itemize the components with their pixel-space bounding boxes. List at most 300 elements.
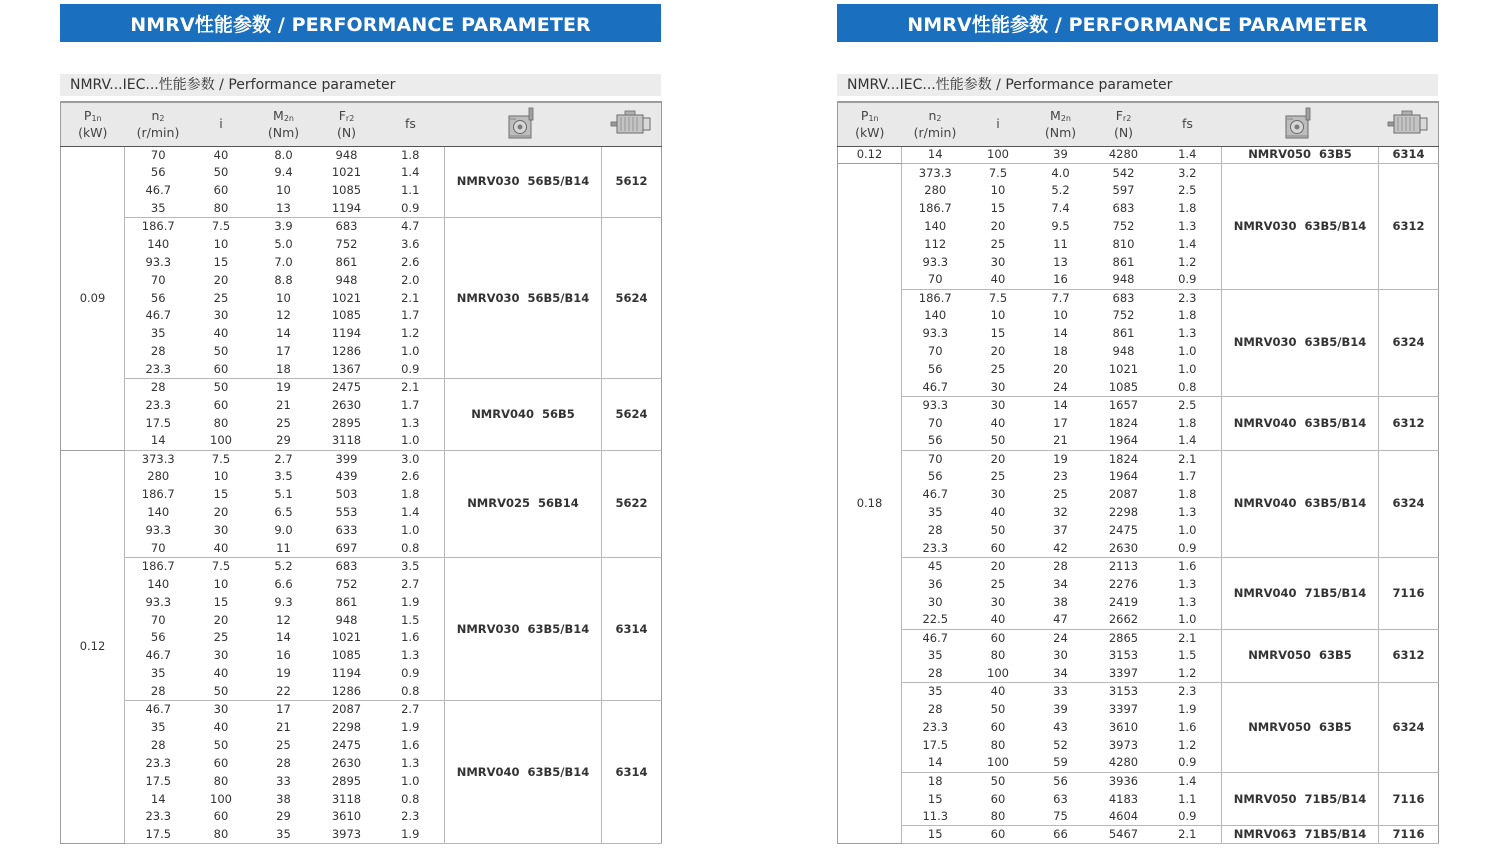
cell-torque: 39 xyxy=(1028,146,1094,164)
cell-output-speed: 22.5 xyxy=(902,611,969,629)
cell-ratio: 30 xyxy=(990,594,1006,609)
cell-ratio: 40 xyxy=(969,271,1028,289)
cell-output-speed: 23.3 xyxy=(145,809,172,824)
cell-ratio: 30 xyxy=(213,648,229,663)
cell-torque: 7.0 xyxy=(274,254,293,269)
cell-radial-load: 810 xyxy=(1112,236,1135,251)
motor-type-cell: 7116 xyxy=(1379,772,1439,826)
gearbox-icon xyxy=(1283,106,1313,142)
cell-torque: 9.0 xyxy=(274,523,293,538)
cell-output-speed: 11.3 xyxy=(902,808,969,826)
cell-radial-load: 752 xyxy=(1112,219,1135,233)
cell-torque: 13 xyxy=(1053,254,1068,269)
cell-service-factor: 1.9 xyxy=(401,594,420,609)
cell-output-speed: 35 xyxy=(927,684,943,699)
cell-radial-load: 1021 xyxy=(331,165,362,180)
cell-radial-load: 861 xyxy=(335,594,358,609)
cell-service-factor: 1.9 xyxy=(1178,702,1197,717)
cell-ratio: 50 xyxy=(213,737,229,752)
cell-service-factor: 3.2 xyxy=(1178,165,1197,180)
cell-radial-load: 1021 xyxy=(331,630,362,645)
cell-output-speed: 70 xyxy=(927,451,943,466)
motor-icon xyxy=(609,109,653,139)
header-output-speed: $n_2$ (r/min) xyxy=(902,102,969,146)
panel-banner: NMRV性能参数 / PERFORMANCE PARAMETER xyxy=(837,4,1438,42)
cell-ratio: 100 xyxy=(210,791,232,806)
cell-radial-load: 1194 xyxy=(317,200,377,218)
cell-radial-load: 2419 xyxy=(1108,594,1139,609)
cell-ratio: 60 xyxy=(213,183,229,198)
cell-service-factor: 0.9 xyxy=(1154,754,1222,772)
cell-radial-load: 2662 xyxy=(1094,611,1154,629)
cell-radial-load: 1964 xyxy=(1108,469,1139,484)
cell-radial-load: 2276 xyxy=(1108,576,1139,591)
cell-output-speed: 46.7 xyxy=(145,702,172,717)
header-row xyxy=(838,102,1439,146)
cell-ratio: 50 xyxy=(990,702,1006,717)
cell-ratio: 60 xyxy=(990,719,1006,734)
motor-type-cell: 6312 xyxy=(1379,396,1439,450)
cell-service-factor: 1.4 xyxy=(1154,146,1222,164)
cell-service-factor: 1.7 xyxy=(401,397,420,412)
cell-radial-load: 1824 xyxy=(1108,451,1139,466)
cell-radial-load: 2630 xyxy=(1094,540,1154,558)
cell-torque: 19 xyxy=(1053,451,1068,466)
cell-torque: 20 xyxy=(1053,362,1068,377)
cell-service-factor: 1.3 xyxy=(1178,326,1197,341)
cell-torque: 4.0 xyxy=(1051,165,1070,180)
performance-table xyxy=(837,101,1439,844)
cell-torque: 33 xyxy=(1053,684,1068,699)
cell-radial-load: 1085 xyxy=(331,648,362,663)
cell-radial-load: 752 xyxy=(335,576,358,591)
cell-radial-load: 503 xyxy=(335,487,358,502)
cell-radial-load: 633 xyxy=(335,523,358,538)
table-row xyxy=(838,557,1439,575)
cell-ratio: 60 xyxy=(213,397,229,412)
cell-service-factor: 0.8 xyxy=(401,791,420,806)
cell-radial-load: 1021 xyxy=(1108,362,1139,377)
cell-ratio: 7.5 xyxy=(211,219,231,234)
header-gearbox xyxy=(445,102,602,146)
cell-service-factor: 1.4 xyxy=(1178,773,1197,788)
cell-radial-load: 4280 xyxy=(1094,146,1154,164)
cell-ratio: 25 xyxy=(990,576,1006,591)
cell-radial-load: 399 xyxy=(335,451,358,466)
cell-service-factor: 0.9 xyxy=(1154,540,1222,558)
panel-subtitle: NMRV...IEC...性能参数 / Performance parameter xyxy=(837,74,1438,96)
cell-output-speed: 140 xyxy=(147,236,170,251)
cell-torque: 12 xyxy=(276,308,291,323)
cell-radial-load: 683 xyxy=(335,559,358,574)
cell-radial-load: 3118 xyxy=(331,791,362,806)
cell-service-factor: 2.5 xyxy=(1178,398,1197,413)
cell-service-factor: 1.6 xyxy=(1178,559,1197,574)
cell-service-factor: 0.9 xyxy=(1154,271,1222,289)
cell-output-speed: 28 xyxy=(150,344,166,359)
cell-service-factor: 1.4 xyxy=(1154,432,1222,450)
cell-radial-load: 948 xyxy=(1112,344,1135,359)
cell-radial-load: 2865 xyxy=(1108,630,1139,645)
gearbox-model-cell: NMRV030 56B5/B14 xyxy=(445,218,602,379)
cell-service-factor: 2.1 xyxy=(1154,826,1222,844)
cell-radial-load: 3973 xyxy=(1108,737,1139,752)
cell-output-speed: 186.7 xyxy=(918,290,952,305)
cell-radial-load: 948 xyxy=(335,272,358,287)
table-row xyxy=(838,629,1439,647)
cell-service-factor: 1.7 xyxy=(401,308,420,323)
cell-ratio: 100 xyxy=(969,665,1028,683)
cell-torque: 9.3 xyxy=(274,594,293,609)
cell-service-factor: 1.2 xyxy=(1178,254,1197,269)
power-cell: 0.12 xyxy=(61,450,125,844)
cell-ratio: 80 xyxy=(192,200,251,218)
gearbox-model-cell: NMRV030 63B5/B14 xyxy=(1222,164,1379,289)
cell-ratio: 30 xyxy=(213,523,229,538)
cell-output-speed: 30 xyxy=(927,594,943,609)
cell-torque: 32 xyxy=(1053,505,1068,520)
cell-service-factor: 1.6 xyxy=(1178,719,1197,734)
cell-output-speed: 14 xyxy=(902,146,969,164)
cell-output-speed: 28 xyxy=(150,737,166,752)
cell-radial-load: 683 xyxy=(1112,290,1135,305)
header-service-factor: fs xyxy=(377,102,445,146)
cell-output-speed: 35 xyxy=(150,326,166,341)
cell-service-factor: 1.5 xyxy=(401,612,420,627)
cell-service-factor: 1.2 xyxy=(401,326,420,341)
gearbox-model-cell: NMRV050 71B5/B14 xyxy=(1222,772,1379,826)
cell-radial-load: 697 xyxy=(317,540,377,558)
cell-output-speed: 36 xyxy=(927,576,943,591)
cell-radial-load: 3153 xyxy=(1108,684,1139,699)
table-body xyxy=(61,146,662,844)
cell-torque: 13 xyxy=(251,200,317,218)
cell-ratio: 40 xyxy=(213,719,229,734)
cell-service-factor: 1.2 xyxy=(1154,665,1222,683)
cell-ratio: 100 xyxy=(969,754,1028,772)
cell-ratio: 15 xyxy=(213,594,229,609)
cell-ratio: 50 xyxy=(213,165,229,180)
header-ratio: i xyxy=(192,102,251,146)
panel-subtitle: NMRV...IEC...性能参数 / Performance parameter xyxy=(60,74,661,96)
header-gearbox xyxy=(1222,102,1379,146)
table-row xyxy=(61,450,662,468)
table-row xyxy=(838,396,1439,414)
cell-torque: 21 xyxy=(276,719,291,734)
cell-output-speed: 56 xyxy=(902,432,969,450)
cell-output-speed: 28 xyxy=(902,665,969,683)
cell-torque: 19 xyxy=(276,666,291,681)
cell-service-factor: 1.8 xyxy=(1178,201,1197,216)
cell-ratio: 7.5 xyxy=(211,559,231,574)
cell-radial-load: 542 xyxy=(1112,165,1135,180)
cell-output-speed: 140 xyxy=(924,308,947,323)
cell-service-factor: 2.3 xyxy=(1178,684,1197,699)
cell-ratio: 15 xyxy=(213,487,229,502)
cell-ratio: 25 xyxy=(990,236,1006,251)
cell-ratio: 50 xyxy=(969,432,1028,450)
cell-radial-load: 2087 xyxy=(1108,487,1139,502)
cell-torque: 23 xyxy=(1053,469,1068,484)
cell-ratio: 10 xyxy=(990,308,1006,323)
cell-ratio: 30 xyxy=(213,702,229,717)
cell-torque: 2.7 xyxy=(274,451,293,466)
cell-service-factor: 3.0 xyxy=(401,451,420,466)
cell-service-factor: 0.9 xyxy=(401,666,420,681)
cell-torque: 14 xyxy=(276,630,291,645)
motor-type-cell: 6312 xyxy=(1379,629,1439,683)
cell-torque: 18 xyxy=(251,361,317,379)
cell-torque: 66 xyxy=(1028,826,1094,844)
cell-ratio: 10 xyxy=(213,236,229,251)
cell-output-speed: 140 xyxy=(147,505,170,520)
header-motor xyxy=(1379,102,1439,146)
motor-icon xyxy=(1386,109,1430,139)
cell-output-speed: 23.3 xyxy=(145,755,172,770)
cell-ratio: 15 xyxy=(990,201,1006,216)
cell-radial-load: 597 xyxy=(1112,183,1135,198)
cell-torque: 3.9 xyxy=(274,219,293,234)
cell-ratio: 40 xyxy=(990,505,1006,520)
header-torque: $M_{2n}$ (Nm) xyxy=(251,102,317,146)
cell-service-factor: 1.4 xyxy=(1178,236,1197,251)
cell-torque: 29 xyxy=(251,432,317,450)
cell-output-speed: 70 xyxy=(125,540,192,558)
cell-output-speed: 93.3 xyxy=(922,254,949,269)
cell-output-speed: 35 xyxy=(150,719,166,734)
gearbox-model-cell: NMRV025 56B14 xyxy=(445,450,602,557)
cell-output-speed: 46.7 xyxy=(922,487,949,502)
cell-torque: 7.4 xyxy=(1051,201,1070,216)
cell-ratio: 10 xyxy=(990,183,1006,198)
cell-output-speed: 56 xyxy=(927,362,943,377)
cell-radial-load: 2475 xyxy=(331,737,362,752)
cell-service-factor: 1.3 xyxy=(401,415,420,430)
motor-type-cell: 6312 xyxy=(1379,164,1439,289)
cell-output-speed: 18 xyxy=(927,773,943,788)
cell-torque: 22 xyxy=(251,683,317,701)
cell-radial-load: 3936 xyxy=(1108,773,1139,788)
cell-radial-load: 1824 xyxy=(1108,415,1139,430)
cell-ratio: 15 xyxy=(990,326,1006,341)
cell-torque: 21 xyxy=(276,397,291,412)
cell-ratio: 20 xyxy=(213,272,229,287)
cell-torque: 34 xyxy=(1053,576,1068,591)
cell-radial-load: 1657 xyxy=(1108,398,1139,413)
cell-output-speed: 45 xyxy=(927,559,943,574)
cell-ratio: 20 xyxy=(990,219,1006,233)
cell-service-factor: 1.8 xyxy=(401,147,420,162)
cell-output-speed: 35 xyxy=(927,648,943,663)
table-row xyxy=(838,450,1439,468)
cell-output-speed: 46.7 xyxy=(145,183,172,198)
cell-torque: 16 xyxy=(1028,271,1094,289)
cell-service-factor: 1.0 xyxy=(1154,611,1222,629)
cell-radial-load: 3153 xyxy=(1108,648,1139,663)
motor-type-cell: 6324 xyxy=(1379,683,1439,772)
cell-radial-load: 1286 xyxy=(331,344,362,359)
cell-service-factor: 2.1 xyxy=(1178,630,1197,645)
cell-ratio: 30 xyxy=(213,308,229,323)
cell-output-speed: 70 xyxy=(927,415,943,430)
cell-service-factor: 1.3 xyxy=(401,755,420,770)
cell-output-speed: 15 xyxy=(902,826,969,844)
cell-ratio: 30 xyxy=(990,487,1006,502)
cell-service-factor: 2.6 xyxy=(401,254,420,269)
cell-output-speed: 14 xyxy=(902,754,969,772)
cell-radial-load: 4604 xyxy=(1094,808,1154,826)
cell-radial-load: 948 xyxy=(335,612,358,627)
cell-torque: 5.2 xyxy=(1051,183,1070,198)
cell-ratio: 40 xyxy=(990,415,1006,430)
gearbox-model-cell: NMRV030 63B5/B14 xyxy=(445,557,602,700)
cell-ratio: 25 xyxy=(213,290,229,305)
cell-service-factor: 1.3 xyxy=(401,648,420,663)
motor-type-cell: 6324 xyxy=(1379,450,1439,557)
gearbox-icon xyxy=(506,106,536,142)
table-body xyxy=(838,146,1439,844)
cell-output-speed: 28 xyxy=(150,380,166,395)
cell-torque: 37 xyxy=(1053,523,1068,538)
cell-torque: 17 xyxy=(276,702,291,717)
power-cell: 0.12 xyxy=(838,146,902,164)
gearbox-model-cell: NMRV030 63B5/B14 xyxy=(1222,289,1379,396)
cell-ratio: 60 xyxy=(213,809,229,824)
cell-torque: 24 xyxy=(1028,379,1094,397)
cell-ratio: 25 xyxy=(990,362,1006,377)
cell-radial-load: 2298 xyxy=(331,719,362,734)
cell-radial-load: 2298 xyxy=(1108,505,1139,520)
cell-torque: 3.5 xyxy=(274,469,293,484)
gearbox-model-cell: NMRV050 63B5 xyxy=(1222,683,1379,772)
cell-radial-load: 3397 xyxy=(1094,665,1154,683)
header-service-factor: fs xyxy=(1154,102,1222,146)
cell-ratio: 80 xyxy=(213,773,229,788)
cell-service-factor: 3.6 xyxy=(401,236,420,251)
cell-service-factor: 1.0 xyxy=(401,523,420,538)
cell-radial-load: 3118 xyxy=(317,432,377,450)
cell-radial-load: 1286 xyxy=(317,683,377,701)
cell-service-factor: 1.0 xyxy=(1178,344,1197,359)
cell-ratio: 30 xyxy=(969,379,1028,397)
cell-ratio: 50 xyxy=(213,344,229,359)
cell-service-factor: 2.3 xyxy=(401,809,420,824)
cell-output-speed: 70 xyxy=(902,271,969,289)
cell-radial-load: 2475 xyxy=(331,380,362,395)
cell-torque: 18 xyxy=(1053,344,1068,359)
cell-service-factor: 1.3 xyxy=(1178,219,1197,233)
cell-radial-load: 1085 xyxy=(331,183,362,198)
cell-ratio: 20 xyxy=(990,559,1006,574)
table-row xyxy=(838,826,1439,844)
cell-ratio: 40 xyxy=(213,326,229,341)
cell-torque: 8.0 xyxy=(274,147,293,162)
cell-ratio: 100 xyxy=(192,432,251,450)
cell-torque: 11 xyxy=(251,540,317,558)
cell-torque: 59 xyxy=(1028,754,1094,772)
cell-service-factor: 1.2 xyxy=(1178,737,1197,752)
cell-radial-load: 861 xyxy=(1112,326,1135,341)
table-row xyxy=(838,772,1439,790)
cell-radial-load: 752 xyxy=(1112,308,1135,323)
cell-output-speed: 56 xyxy=(150,630,166,645)
motor-type-cell: 7116 xyxy=(1379,826,1439,844)
cell-ratio: 80 xyxy=(990,737,1006,752)
table-row xyxy=(61,146,662,164)
cell-ratio: 60 xyxy=(969,540,1028,558)
cell-service-factor: 1.0 xyxy=(377,432,445,450)
cell-radial-load: 2630 xyxy=(331,755,362,770)
cell-radial-load: 2113 xyxy=(1108,559,1139,574)
cell-ratio: 80 xyxy=(192,826,251,844)
cell-torque: 10 xyxy=(1053,308,1068,323)
cell-output-speed: 93.3 xyxy=(145,254,172,269)
cell-service-factor: 1.5 xyxy=(1178,648,1197,663)
cell-ratio: 7.5 xyxy=(988,290,1008,305)
header-torque: $M_{2n}$ (Nm) xyxy=(1028,102,1094,146)
cell-ratio: 60 xyxy=(213,755,229,770)
cell-service-factor: 4.7 xyxy=(401,219,420,234)
cell-torque: 14 xyxy=(1053,326,1068,341)
cell-torque: 35 xyxy=(251,826,317,844)
header-motor xyxy=(602,102,662,146)
cell-torque: 29 xyxy=(276,809,291,824)
motor-type-cell: 6314 xyxy=(602,701,662,844)
cell-radial-load: 2087 xyxy=(331,702,362,717)
cell-output-speed: 70 xyxy=(927,344,943,359)
table-row xyxy=(61,701,662,719)
header-ratio: i xyxy=(969,102,1028,146)
cell-torque: 17 xyxy=(1053,415,1068,430)
motor-type-cell: 5622 xyxy=(602,450,662,557)
cell-torque: 28 xyxy=(276,755,291,770)
cell-radial-load: 1964 xyxy=(1094,432,1154,450)
gearbox-model-cell: NMRV030 56B5/B14 xyxy=(445,146,602,218)
cell-output-speed: 46.7 xyxy=(145,308,172,323)
cell-radial-load: 4183 xyxy=(1108,791,1139,806)
cell-service-factor: 1.0 xyxy=(1178,523,1197,538)
cell-service-factor: 1.3 xyxy=(1178,505,1197,520)
cell-output-speed: 56 xyxy=(150,290,166,305)
header-output-speed: $n_2$ (r/min) xyxy=(125,102,192,146)
cell-service-factor: 0.9 xyxy=(377,361,445,379)
cell-service-factor: 2.1 xyxy=(401,380,420,395)
cell-ratio: 20 xyxy=(213,612,229,627)
cell-ratio: 20 xyxy=(990,344,1006,359)
power-cell: 0.09 xyxy=(61,146,125,450)
cell-output-speed: 93.3 xyxy=(922,398,949,413)
cell-ratio: 40 xyxy=(969,611,1028,629)
performance-table xyxy=(60,101,662,844)
header-row xyxy=(61,102,662,146)
cell-service-factor: 1.8 xyxy=(401,487,420,502)
cell-output-speed: 93.3 xyxy=(145,594,172,609)
cell-service-factor: 1.3 xyxy=(1178,594,1197,609)
cell-output-speed: 186.7 xyxy=(141,559,175,574)
cell-service-factor: 1.7 xyxy=(1178,469,1197,484)
cell-output-speed: 28 xyxy=(927,523,943,538)
cell-torque: 25 xyxy=(1053,487,1068,502)
cell-torque: 5.0 xyxy=(274,236,293,251)
cell-output-speed: 17.5 xyxy=(125,826,192,844)
cell-torque: 42 xyxy=(1028,540,1094,558)
cell-service-factor: 2.1 xyxy=(401,290,420,305)
cell-service-factor: 1.8 xyxy=(1178,487,1197,502)
cell-output-speed: 23.3 xyxy=(922,719,949,734)
cell-service-factor: 1.3 xyxy=(1178,576,1197,591)
cell-radial-load: 1021 xyxy=(331,290,362,305)
cell-service-factor: 0.8 xyxy=(377,683,445,701)
